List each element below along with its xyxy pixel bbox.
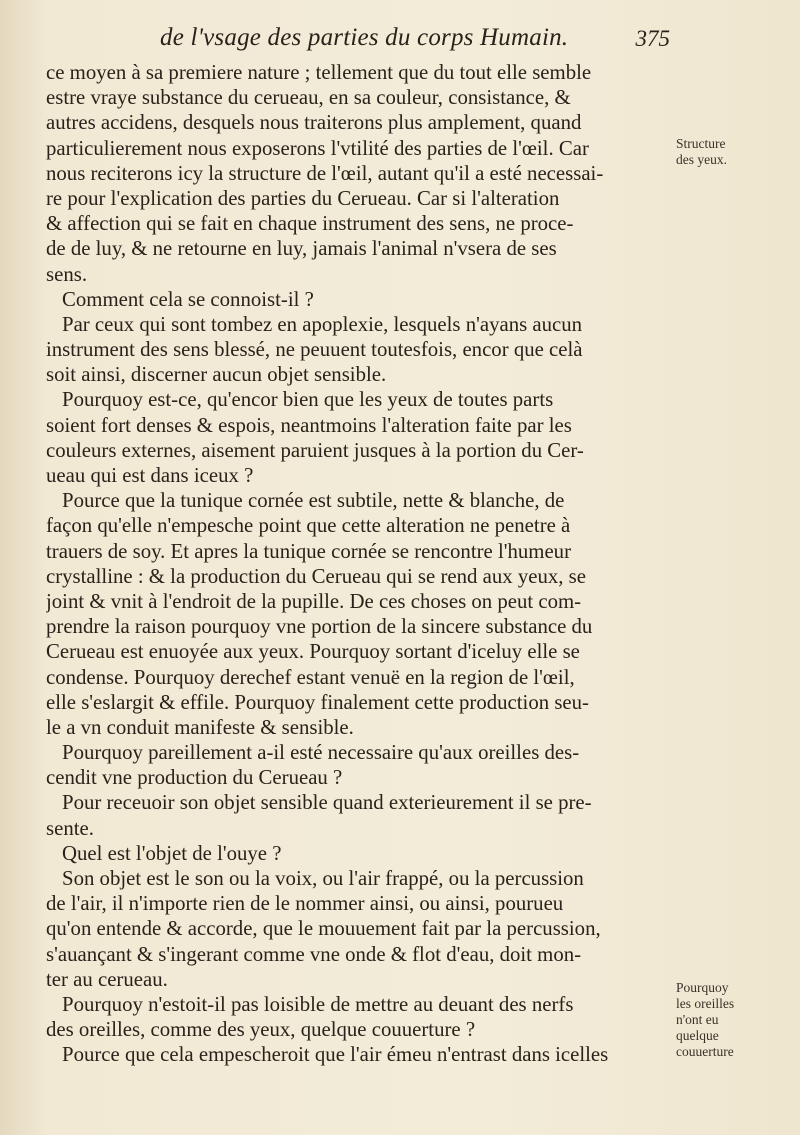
text-line: soient fort denses & espois, neantmoins l'alteration faite par les — [46, 413, 572, 437]
text-line: façon qu'elle n'empesche point que cette alteration ne penetre à — [46, 514, 571, 538]
margin-note-line: les oreilles — [676, 996, 735, 1011]
text-line: Pource que cela empescheroit que l'air émeu n'entrast dans icelles — [62, 1043, 609, 1067]
margin-note-structure — [676, 136, 788, 168]
margin-note-line: des yeux. — [676, 152, 727, 167]
text-line: nous reciterons icy la structure de l'œil, autant qu'il a esté necessai- — [46, 161, 604, 185]
text-line: qu'on entende & accorde, que le mouuement fait par la percussion, — [46, 917, 601, 941]
text-line: Comment cela se connoist-il ? — [62, 287, 314, 311]
text-line: Son objet est le son ou la voix, ou l'air frappé, ou la percussion — [62, 867, 584, 890]
margin-note-oreilles — [676, 980, 788, 1060]
text-line: trauers de soy. Et apres la tunique cornée se rencontre l'humeur — [46, 539, 571, 563]
text-line: instrument des sens blessé, ne peuuent toutesfois, encor que celà — [46, 338, 583, 362]
margin-note-line: couuerture — [676, 1044, 734, 1059]
text-line: sens. — [46, 262, 88, 286]
text-line: estre vraye substance du cerueau, en sa couleur, consistance, & — [46, 86, 571, 110]
text-line: Pourquoy n'estoit-il pas loisible de mettre au deuant des nerfs — [62, 992, 574, 1016]
text-line: ter au cerueau. — [46, 967, 168, 991]
running-title: de l'vsage des parties du corps Humain. — [160, 24, 569, 51]
text-line: Par ceux qui sont tombez en apoplexie, lesquels n'ayans aucun — [62, 312, 583, 336]
text-line: Quel est l'objet de l'ouye ? — [62, 841, 282, 865]
text-line: Pource que la tunique cornée est subtile, nette & blanche, de — [62, 489, 565, 513]
text-line: de de luy, & ne retourne en luy, jamais l'animal n'vsera de ses — [46, 237, 557, 261]
text-line: des oreilles, comme des yeux, quelque couuerture ? — [46, 1018, 476, 1042]
margin-note-line: n'ont eu — [676, 1012, 719, 1027]
text-line: ueau qui est dans iceux ? — [46, 464, 254, 487]
body-text — [46, 60, 668, 1068]
text-line: ce moyen à sa premiere nature ; tellement que du tout elle semble — [46, 61, 592, 84]
text-line: Cerueau est enuoyée aux yeux. Pourquoy sortant d'iceluy elle se — [46, 640, 580, 664]
text-line: Pourquoy pareillement a-il esté necessaire qu'aux oreilles des- — [62, 741, 580, 765]
text-line: sente. — [46, 816, 94, 840]
text-line: condense. Pourquoy derechef estant venuë en la region de l'œil, — [46, 665, 575, 689]
text-line: Pour receuoir son objet sensible quand exterieurement il se pre- — [62, 791, 592, 815]
text-line: le a vn conduit manifeste & sensible. — [46, 715, 354, 739]
text-line: soit ainsi, discerner aucun objet sensible. — [46, 363, 387, 387]
text-line: re pour l'explication des parties du Cerueau. Car si l'alteration — [46, 186, 560, 210]
margin-note-line: Pourquoy — [676, 980, 729, 995]
page-number: 375 — [635, 26, 670, 51]
text-line: particulierement nous exposerons l'vtilité des parties de l'œil. Car — [46, 136, 589, 160]
text-line: joint & vnit à l'endroit de la pupille. De ces choses on peut com- — [46, 589, 582, 613]
margin-note-line: quelque — [676, 1028, 719, 1043]
text-line: s'auançant & s'ingerant comme vne onde & flot d'eau, doit mon- — [46, 942, 582, 966]
page-header — [60, 18, 670, 54]
text-line: couleurs externes, aisement paruient jusques à la portion du Cer- — [46, 438, 584, 462]
text-line: de l'air, il n'importe rien de le nommer ainsi, ou ainsi, pourueu — [46, 892, 564, 916]
text-line: cendit vne production du Cerueau ? — [46, 766, 343, 790]
margin-note-line: Structure — [676, 136, 726, 151]
text-line: elle s'eslargit & effile. Pourquoy finalement cette production seu- — [46, 690, 589, 714]
text-line: Pourquoy est-ce, qu'encor bien que les yeux de toutes parts — [62, 388, 554, 412]
text-line: & affection qui se fait en chaque instrument des sens, ne proce- — [46, 212, 574, 236]
text-line: crystalline : & la production du Cerueau qui se rend aux yeux, se — [46, 564, 586, 588]
text-line: prendre la raison pourquoy vne portion de la sincere substance du — [46, 615, 593, 639]
text-line: autres accidens, desquels nous traiterons plus amplement, quand — [46, 111, 582, 135]
